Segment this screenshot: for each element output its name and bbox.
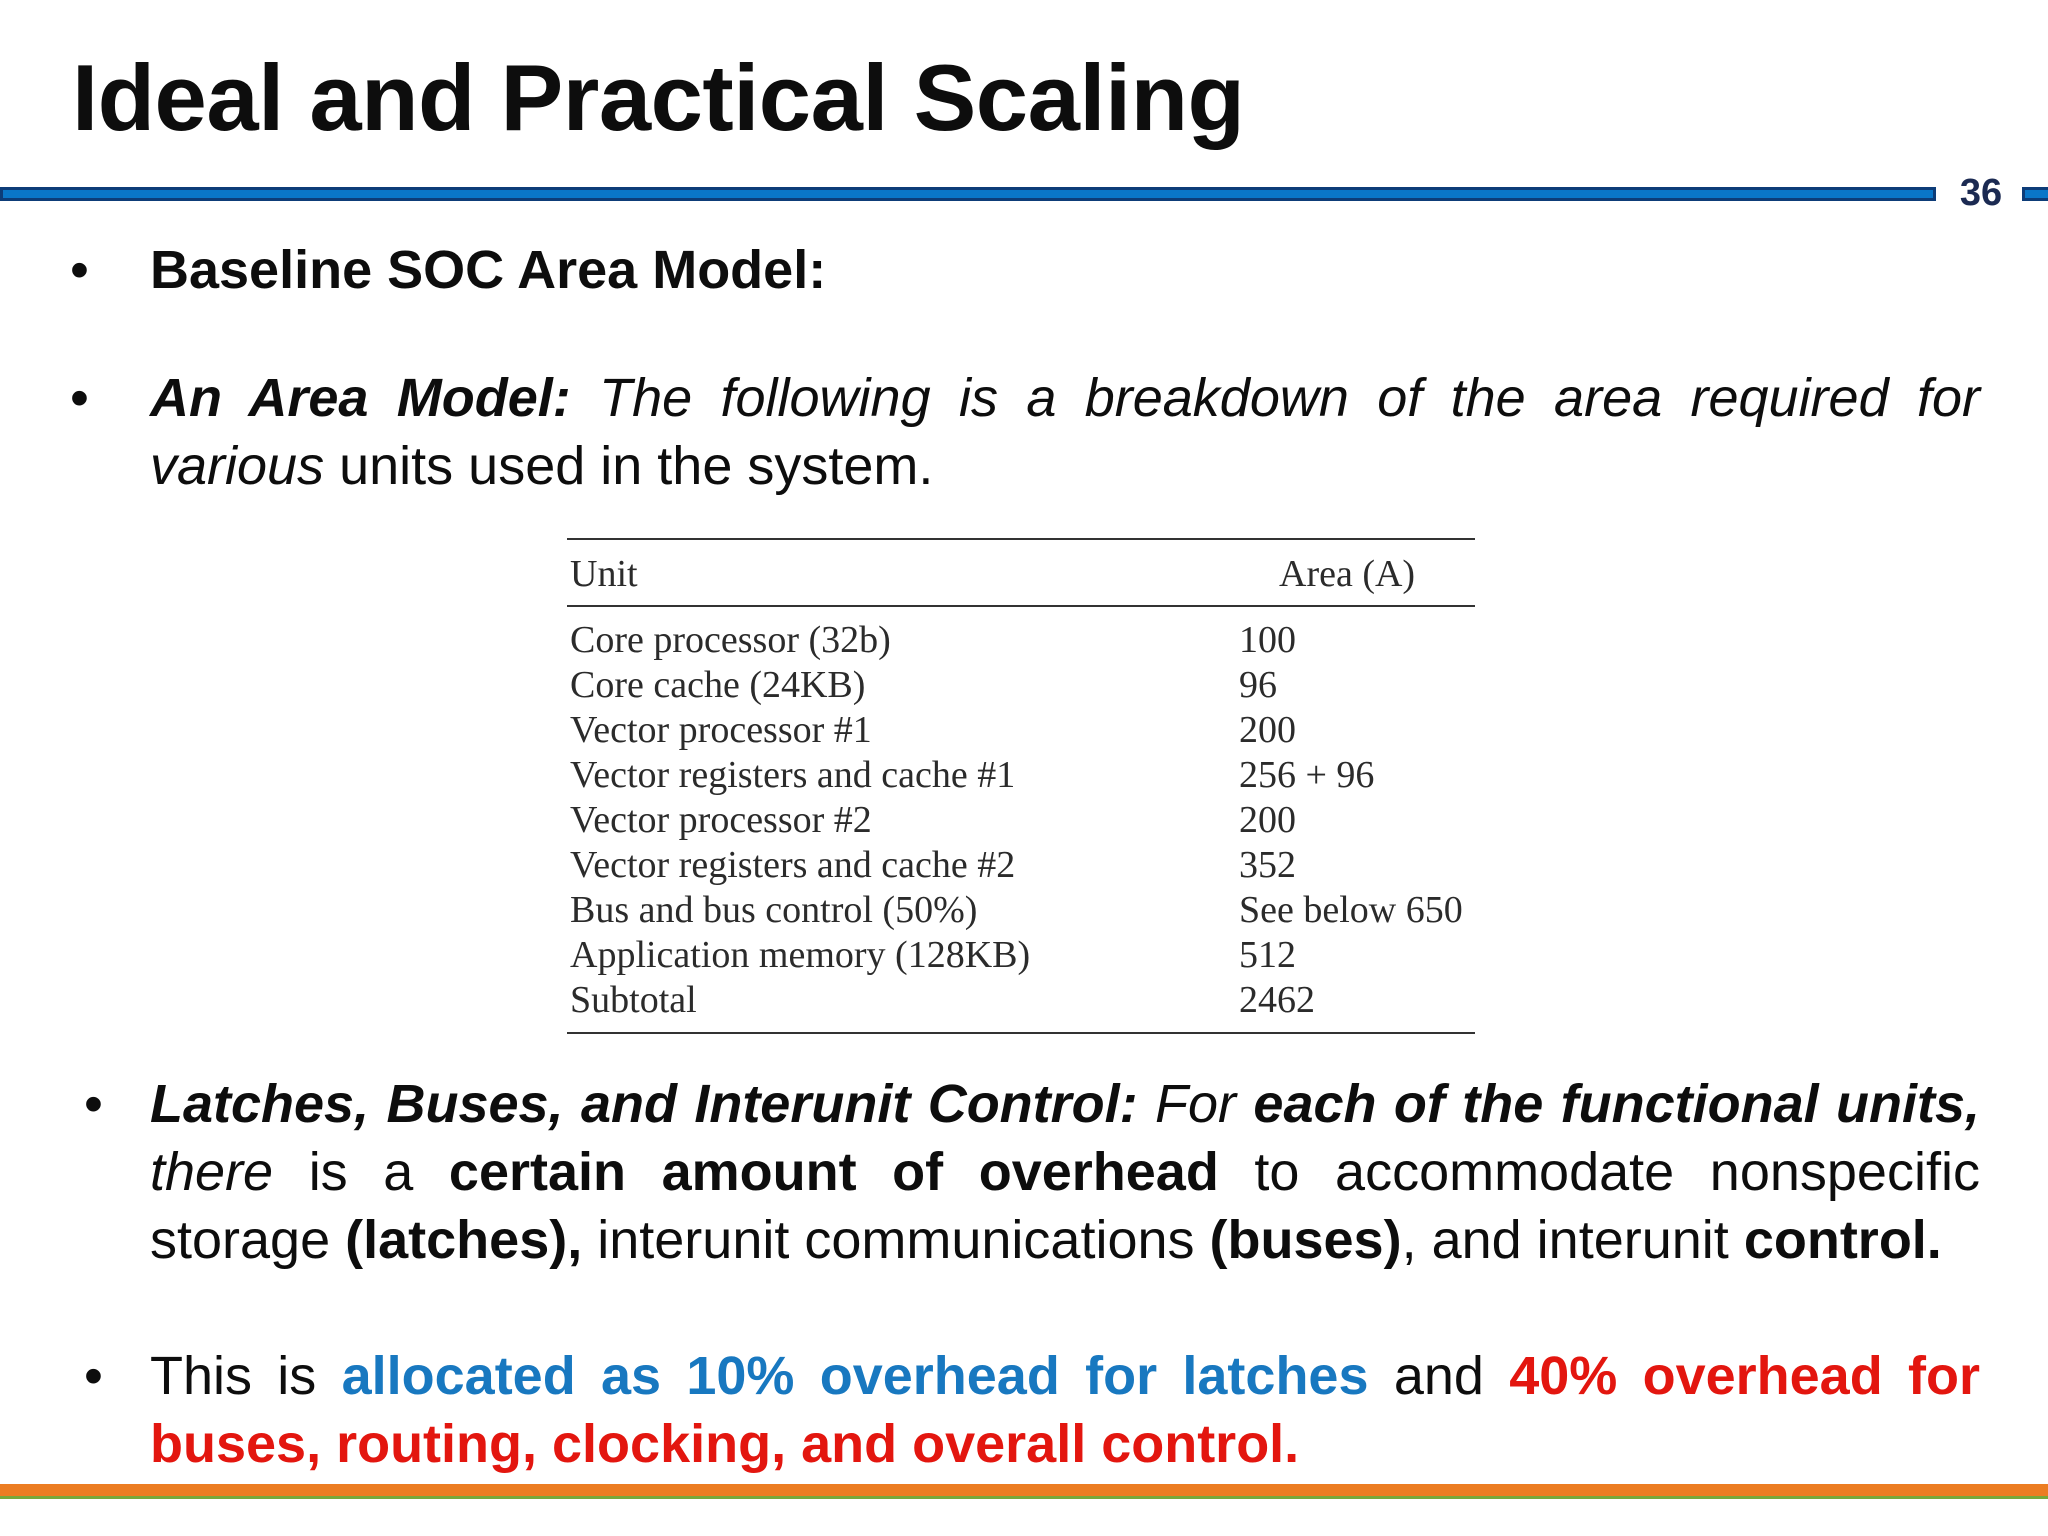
latches-overhead-highlight: allocated as 10% overhead for latches [341,1346,1369,1406]
bullet-dot: • [70,240,89,300]
footer-bar [0,1484,2048,1499]
table-cell-unit: Vector processor #2 [570,799,872,841]
table-row [570,753,1475,798]
bullet-span: there [150,1142,274,1202]
bullet-span: , and interunit [1401,1210,1729,1270]
table-cell-area: 256 + 96 [1239,754,1375,796]
table-cell-unit: Vector processor #1 [570,709,872,751]
table-body [570,618,1475,1023]
table-cell-area: See below 650 [1239,889,1463,931]
bullet-text [150,1070,1980,1274]
table-cell-unit: Vector registers and cache #1 [570,754,1016,796]
table-cell-unit: Core cache (24KB) [570,664,866,706]
bullet-span: interunit communications [597,1210,1195,1270]
table-header-area: Area (A) [1279,553,1416,595]
bullet-span: This is [150,1346,317,1406]
table-cell-area: 2462 [1239,979,1315,1021]
table-cell-unit: Application memory (128KB) [570,934,1031,976]
bullet-span-emphasis: each of the functional units, [1253,1074,1980,1134]
header-divider-bar-end [2022,187,2048,201]
table-cell-area: 200 [1239,709,1296,751]
table-header-unit: Unit [570,553,638,595]
header-divider-bar [0,187,1936,201]
table-cell-unit: Subtotal [570,979,697,1021]
table-row [570,843,1475,888]
bullet-body: units used in the system. [339,436,934,496]
table-top-rule [567,538,1475,540]
bullet-span: and [1393,1346,1484,1406]
table-row [570,888,1475,933]
bullet-dot: • [84,1346,103,1406]
bullet-text [150,364,1980,500]
bus-overhead-highlight: 40% overhead for buses, routing, clocking, and overall control. [150,1346,1980,1474]
bullet-span: to accommodate nonspecific storage [150,1142,1980,1270]
bullet-lead: An Area Model: [150,368,571,428]
table-row [570,663,1475,708]
bullet-body-italic: The following is a breakdown of the area required for various [150,368,1980,496]
bullet-dot: • [70,368,89,428]
slide-title: Ideal and Practical Scaling [72,45,1245,150]
table-cell-area: 96 [1239,664,1277,706]
page-number: 36 [1959,172,2003,214]
table-row [570,708,1475,753]
table-cell-area: 352 [1239,844,1296,886]
table-row [570,933,1475,978]
table-bottom-rule [567,1032,1475,1034]
table-row-subtotal [570,978,1475,1023]
bullet-dot: • [84,1074,103,1134]
table-row [570,618,1475,663]
table-cell-area: 100 [1239,619,1296,661]
table-header-rule [567,605,1475,607]
table-cell-unit: Bus and bus control (50%) [570,889,978,931]
bullet-span-emphasis: (buses) [1209,1210,1402,1270]
bullet-lead: Latches, Buses, and Interunit Control: [150,1074,1138,1134]
table-cell-area: 200 [1239,799,1296,841]
table-row [570,798,1475,843]
table-cell-unit: Vector registers and cache #2 [570,844,1016,886]
bullet-span-emphasis: certain amount of overhead [448,1142,1219,1202]
bullet-span-emphasis: control. [1743,1210,1942,1270]
bullet-span-emphasis: (latches), [345,1210,583,1270]
bullet-span: is a [308,1142,414,1202]
bullet-span: For [1155,1074,1237,1134]
bullet-text [150,1342,1980,1478]
table-cell-unit: Core processor (32b) [570,619,891,661]
table-cell-area: 512 [1239,934,1296,976]
bullet-text: Baseline SOC Area Model: [150,240,827,300]
